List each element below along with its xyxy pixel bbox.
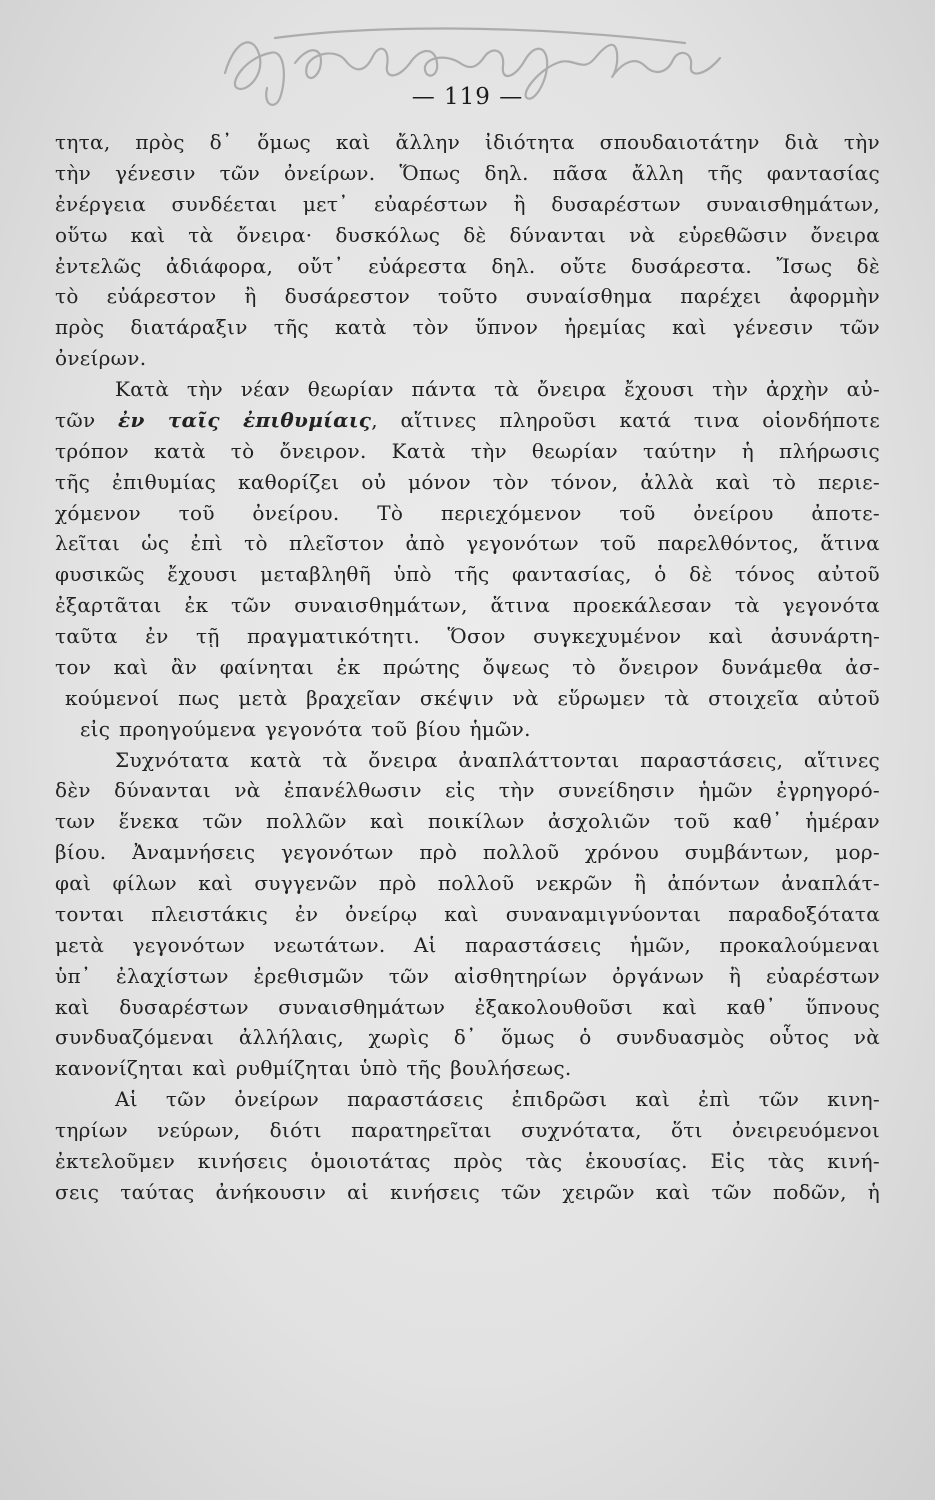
text-line: τονται πλειστάκις ἐν ὀνείρῳ καὶ συναναμιγνύονται παραδοξότατα [55, 901, 880, 926]
text-line: καὶ δυσαρέστων συναισθημάτων ἐξακολουθοῦσι καὶ καθ᾿ ὕπνους [55, 994, 880, 1019]
text-line: ὀνείρων. [55, 346, 147, 371]
emphasized-text: ἐν ταῖς ἐπιθυμίαις [118, 407, 372, 432]
text-line: ἐνέργεια συνδέεται μετ᾿ εὐαρέστων ἢ δυσαρέστων συναισθημάτων, [55, 191, 880, 216]
text-line: τηρίων νεύρων, διότι παρατηρεῖται συχνότατα, ὅτι ὀνειρευόμενοι [55, 1118, 880, 1142]
text-line: σεις ταύτας ἀνήκουσιν αἱ κινήσεις τῶν χειρῶν καὶ τῶν ποδῶν, ἡ [55, 1179, 880, 1204]
text-line: εἰς προηγούμενα γεγονότα τοῦ βίου ἡμῶν. [80, 716, 531, 741]
text-line: κούμενοί πως μετὰ βραχεῖαν σκέψιν νὰ εὕρωμεν τὰ στοιχεῖα αὐτοῦ [65, 685, 880, 710]
text-line: φυσικῶς ἔχουσι μεταβληθῆ ὑπὸ τῆς φαντασίας, ὁ δὲ τόνος αὐτοῦ [55, 562, 880, 587]
text-line: χόμενον τοῦ ὀνείρου. Τὸ περιεχόμενον τοῦ ὀνείρου ἀποτε- [55, 500, 880, 525]
text-line: ἐκτελοῦμεν κινήσεις ὁμοιοτάτας πρὸς τὰς ἑκουσίας. Εἰς τὰς κινή- [55, 1148, 880, 1173]
text-line: τρόπον κατὰ τὸ ὄνειρον. Κατὰ τὴν θεωρίαν ταύτην ἡ πλήρωσις [55, 438, 880, 463]
text-line: πρὸς διατάραξιν τῆς κατὰ τὸν ὕπνον ἠρεμίας καὶ γένεσιν τῶν [55, 315, 880, 340]
text-line: ἐξαρτᾶται ἐκ τῶν συναισθημάτων, ἅτινα προεκάλεσαν τὰ γεγονότα [55, 593, 880, 618]
text-line: ἐντελῶς ἀδιάφορα, οὔτ᾿ εὐάρεστα δηλ. οὔτε δυσάρεστα. Ἴσως δὲ [55, 253, 880, 278]
page-number: — 119 — [411, 84, 524, 110]
text-line: βίου. Ἀναμνήσεις γεγονότων πρὸ πολλοῦ χρόνου συμβάντων, μορ- [55, 840, 880, 865]
text-line: ταῦτα ἐν τῇ πραγματικότητι. Ὅσον συγκεχυμένον καὶ ἀσυνάρτη- [55, 624, 880, 648]
text-line: τῆς ἐπιθυμίας καθορίζει οὐ μόνον τὸν τόνον, ἀλλὰ καὶ τὸ περιε- [55, 469, 880, 494]
text-line: συνδυαζόμεναι ἀλλήλαις, χωρὶς δ᾿ ὅμως ὁ συνδυασμὸς οὗτος νὰ [55, 1025, 880, 1050]
text-line: δὲν δύνανται νὰ ἐπανέλθωσιν εἰς τὴν συνείδησιν ἡμῶν ἐγρηγορό- [55, 778, 880, 803]
text-line: τον καὶ ἂν φαίνηται ἐκ πρώτης ὄψεως τὸ ὄνειρον δυνάμεθα ἀσ- [55, 654, 880, 679]
text-line: τὴν γένεσιν τῶν ὀνείρων. Ὅπως δηλ. πᾶσα ἄλλη τῆς φαντασίας [55, 160, 880, 185]
text-line: Αἱ τῶν ὀνείρων παραστάσεις ἐπιδρῶσι καὶ ἐπὶ τῶν κινη- [115, 1087, 880, 1112]
text-line: φαὶ φίλων καὶ συγγενῶν πρὸ πολλοῦ νεκρῶν ἢ ἀπόντων ἀναπλάτ- [55, 871, 880, 895]
text-line: λεῖται ὡς ἐπὶ τὸ πλεῖστον ἀπὸ γεγονότων τοῦ παρελθόντος, ἅτινα [55, 531, 880, 556]
text-line: μετὰ γεγονότων νεωτάτων. Αἱ παραστάσεις ἡμῶν, προκαλούμεναι [55, 932, 880, 957]
text-line: κανονίζηται καὶ ρυθμίζηται ὑπὸ τῆς βουλήσεως. [55, 1056, 572, 1081]
text-line: τῶν ἐν ταῖς ἐπιθυμίαις, αἵτινες πληροῦσι κατά τινα οἱονδήποτε [55, 407, 880, 432]
text-line: τὸ εὐάρεστον ἢ δυσάρεστον τοῦτο συναίσθημα παρέχει ἀφορμὴν [55, 284, 880, 309]
text-line: των ἕνεκα τῶν πολλῶν καὶ ποικίλων ἀσχολιῶν τοῦ καθ᾿ ἡμέραν [55, 809, 880, 834]
text-line: οὕτω καὶ τὰ ὄνειρα· δυσκόλως δὲ δύνανται νὰ εὑρεθῶσιν ὄνειρα [55, 222, 880, 247]
text-line: Κατὰ τὴν νέαν θεωρίαν πάντα τὰ ὄνειρα ἔχουσι τὴν ἀρχὴν αὐ- [115, 377, 880, 401]
body-text [55, 127, 880, 1208]
text-line: ὑπ᾿ ἐλαχίστων ἐρεθισμῶν τῶν αἰσθητηρίων ὀργάνων ἢ εὐαρέστων [55, 963, 880, 988]
text-line: τητα, πρὸς δ᾿ ὅμως καὶ ἄλλην ἰδιότητα σπουδαιοτάτην διὰ τὴν [55, 130, 880, 154]
text-line: Συχνότατα κατὰ τὰ ὄνειρα ἀναπλάττονται παραστάσεις, αἵτινες [115, 747, 880, 772]
